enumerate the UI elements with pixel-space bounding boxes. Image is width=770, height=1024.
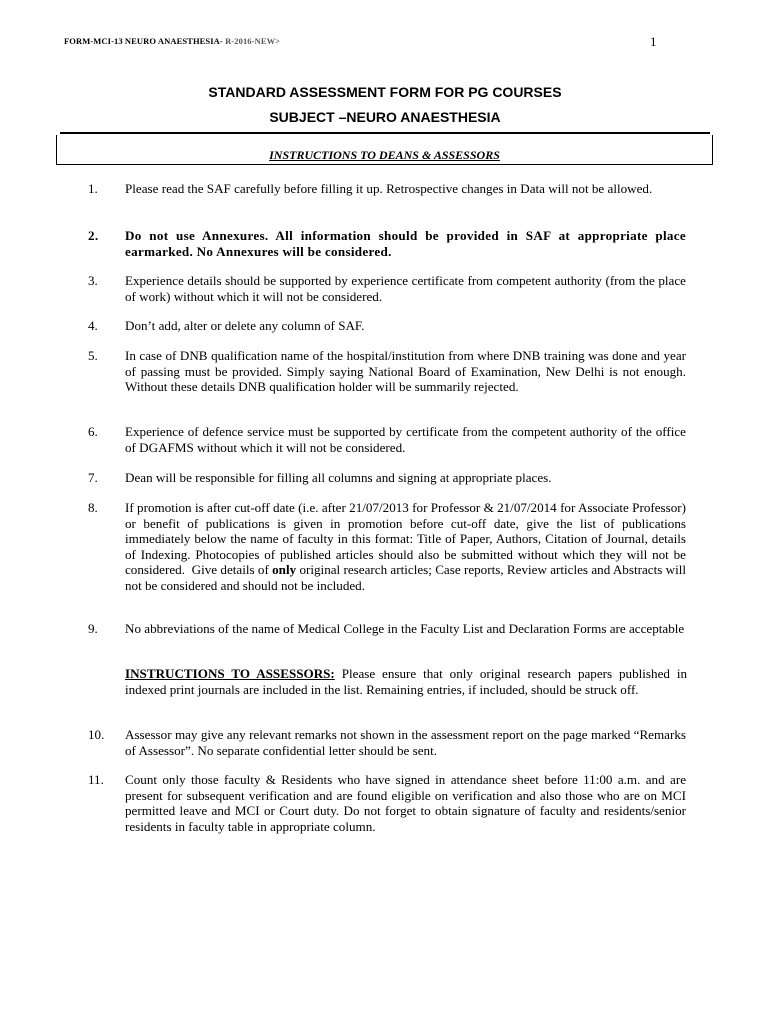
item-text: Do not use Annexures. All information should be provided in SAF at appropriate place earmarked. No Annexures will be considered.: [125, 228, 686, 259]
document-subject: SUBJECT –NEURO ANAESTHESIA: [269, 109, 501, 125]
title-rule: [60, 132, 710, 134]
item-text: Experience of defence service must be supported by certificate from the competent authority of the office of DGAFMS without which it will not be considered.: [125, 424, 686, 455]
item-number: 3.: [88, 273, 98, 288]
form-code-text: FORM-MCI-13 NEURO ANAESTHESIA-: [64, 36, 226, 46]
item-number: 1.: [88, 181, 98, 196]
form-code-suffix: R-2016-NEW>: [225, 36, 281, 46]
item-number: 9.: [88, 621, 98, 636]
item-text: [125, 500, 686, 593]
item-number: 11.: [88, 772, 104, 787]
assessor-instructions-text: Please ensure that only original research papers published in indexed print journals are included in the list. Remaining entries, if included, should be struck off.: [125, 666, 688, 697]
item-text: Dean will be responsible for filling all columns and signing at appropriate places.: [125, 470, 552, 485]
item-text: Don’t add, alter or delete any column of SAF.: [125, 318, 365, 333]
page-number: 1: [650, 34, 657, 49]
item-text-emphasis: only: [272, 562, 297, 577]
item-number: 10.: [88, 727, 105, 742]
item-text-part: original research articles; Case reports, Review articles and Abstracts will not be considered and should not be included.: [125, 562, 686, 593]
item-number: 2.: [88, 228, 99, 243]
item-number: 7.: [88, 470, 98, 485]
form-code: [64, 36, 280, 46]
item-number: 5.: [88, 348, 98, 363]
item-text-part: If promotion is after cut-off date (i.e. after 21/07/2013 for Professor & 21/07/2014 for Associate Professor) or benefit of publications is given in promotion before cut-off date, give the list of publications immediately below the name of faculty in this format: Title of Paper, Authors, Citation of Journal, details of Indexing. Photocopies of published articles should also be submitted without which they will not be considered. Give details of: [125, 500, 686, 577]
assessor-instructions: [125, 666, 687, 697]
instructions-heading: INSTRUCTIONS TO DEANS & ASSESSORS: [269, 148, 500, 162]
item-number: 4.: [88, 318, 98, 333]
instructions-heading-box: [56, 135, 713, 165]
item-text: Please read the SAF carefully before filling it up. Retrospective changes in Data will not be allowed.: [125, 181, 653, 196]
item-text: Count only those faculty & Residents who have signed in attendance sheet before 11:00 a.m. and are present for subsequent verification and are found eligible on verification and also those who are on MCI permitted leave and MCI or Court duty. Do not forget to obtain signature of faculty and residents/senior residents in faculty table in appropriate column.: [125, 772, 686, 834]
document-title: STANDARD ASSESSMENT FORM FOR PG COURSES: [208, 84, 562, 100]
item-number: 8.: [88, 500, 98, 515]
assessor-instructions-label: INSTRUCTIONS TO ASSESSORS:: [125, 666, 335, 681]
item-text: Experience details should be supported by experience certificate from competent authority (from the place of work) without which it will not be considered.: [125, 273, 686, 304]
item-number: 6.: [88, 424, 98, 439]
item-text: No abbreviations of the name of Medical College in the Faculty List and Declaration Forms are acceptable: [125, 621, 685, 636]
item-text: In case of DNB qualification name of the hospital/institution from where DNB training was done and year of passing must be provided. Simply saying National Board of Examination, New Delhi is not enough. Without these details DNB qualification holder will be summarily rejected.: [125, 348, 686, 394]
item-text: Assessor may give any relevant remarks not shown in the assessment report on the page marked “Remarks of Assessor”. No separate confidential letter should be sent.: [125, 727, 686, 758]
